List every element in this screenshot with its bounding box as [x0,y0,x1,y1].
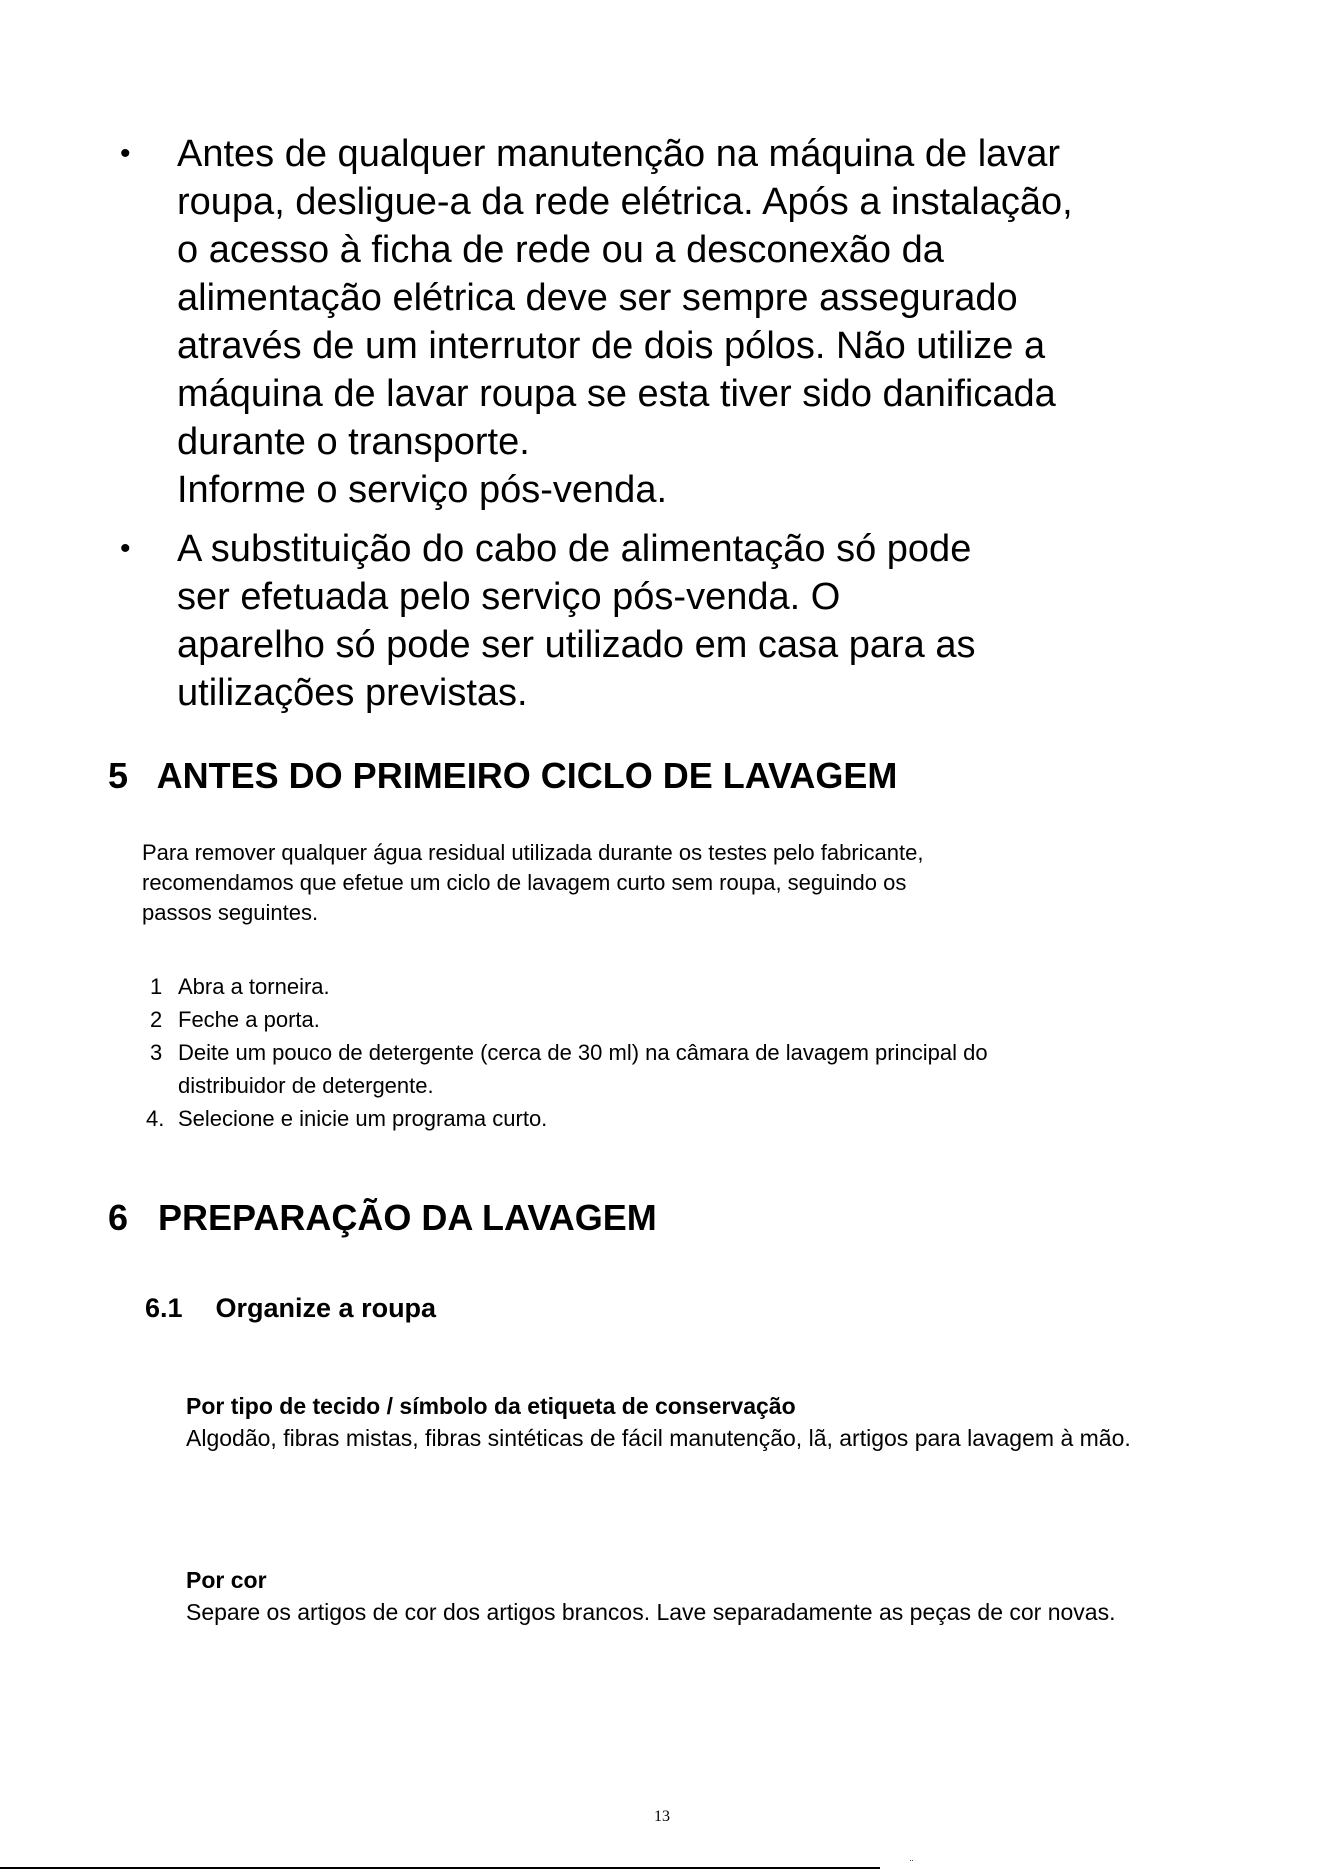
step-text-part: Deite um pouco de detergente (cerca de 30 ml) na câmara de lava [178,1040,827,1065]
section-title: PREPARAÇÃO DA LAVAGEM [158,1197,657,1238]
step-text-part: principal do [868,1040,988,1065]
bullet-symbol: • [120,137,131,170]
bullet-line: alimentação elétrica deve ser sempre assegurado [177,277,1018,319]
step-text-part: gem [826,1040,869,1065]
step-item [0,1036,1324,1069]
step-text: Selecione e inicie um programa curto. [178,1106,548,1131]
section-title: ANTES DO PRIMEIRO CICLO DE LAVAGEM [156,755,898,796]
bullet-line: A substituição do cabo de alimentação só pode [177,528,972,570]
intro-line: Para remover qualquer água residual utilizada durante os testes pelo fabricante, [142,840,924,865]
bullet-symbol: • [120,532,131,565]
section-5-intro [142,838,1142,928]
subsection-title: Organize a roupa [215,1293,437,1323]
bullet-line: máquina de lavar roupa se esta tiver sido danificada [177,373,1056,415]
step-number: 2 [150,1007,163,1032]
step-text [178,1036,988,1069]
section-5-heading [108,754,897,798]
step-item [0,970,1324,1003]
bullet-line: durante o transporte. [177,421,530,463]
block-title: Por tipo de tecido / símbolo da etiqueta de conservação [186,1393,796,1419]
footer-mark: ¨ [910,1859,914,1870]
step-item [0,1003,1324,1036]
subsection-number: 6.1 [145,1293,183,1323]
step-item [0,1102,1324,1135]
step-number: 4. [146,1106,165,1131]
bullet-line: Informe o serviço pós-venda. [177,469,668,511]
step-text: distribuidor de detergente. [178,1073,434,1098]
subsection-6-1-heading [145,1291,436,1325]
sort-by-color-block [186,1564,1296,1628]
bullet-line: o acesso à ficha de rede ou a desconexão da [177,229,944,271]
block-body: Separe os artigos de cor dos artigos brancos. Lave separadamente as peças de cor novas. [186,1599,1116,1625]
intro-line: passos seguintes. [142,900,319,925]
step-continuation [0,1069,1324,1102]
bullet-text [177,130,1277,514]
section-6-heading [108,1196,657,1240]
bullet-line: utilizações previstas. [177,672,528,714]
bullet-line: através de um interrutor de dois pólos. Não utilize a [177,325,1046,367]
step-text: Abra a torneira. [178,974,330,999]
overprinted-text [826,1036,869,1069]
section-number: 5 [108,755,129,796]
step-number: 1 [150,974,163,999]
footer-rule [0,1867,880,1869]
block-title: Por cor [186,1567,267,1593]
section-number: 6 [108,1197,129,1238]
block-body: Algodão, fibras mistas, fibras sintéticas de fácil manutenção, lã, artigos para lavagem à mão. [186,1425,1131,1451]
bullet-line: ser efetuada pelo serviço pós-venda. O [177,576,841,618]
bullet-line: roupa, desligue-a da rede elétrica. Após a instalação, [177,181,1073,223]
sort-by-fabric-block [186,1390,1296,1454]
intro-line: recomendamos que efetue um ciclo de lavagem curto sem roupa, seguindo os [142,870,907,895]
page-number: 13 [654,1808,670,1825]
step-text: Feche a porta. [178,1007,320,1032]
bullet-line: Antes de qualquer manutenção na máquina de lavar [177,133,1061,175]
steps-list [0,970,1324,1135]
bullet-line: aparelho só pode ser utilizado em casa para as [177,624,976,666]
bullet-text [177,525,1277,717]
step-number: 3 [150,1040,163,1065]
